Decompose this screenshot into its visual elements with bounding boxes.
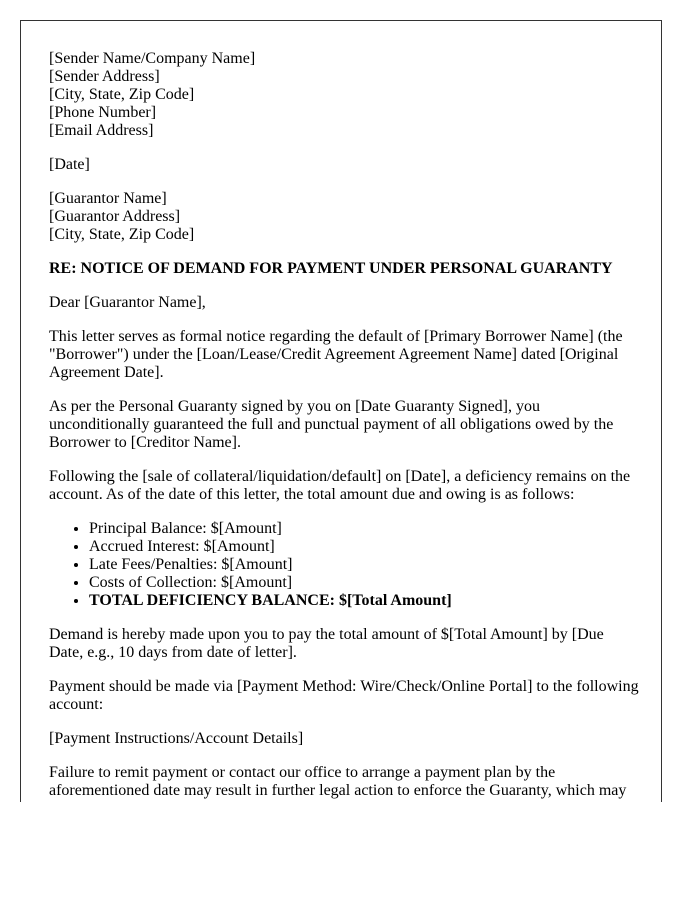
amounts-list [49,520,639,610]
paragraph-deficiency: Following the [sale of collateral/liquidation/default] on [Date], a deficiency remains on the account. As of the date of this letter, the total amount due and owing is as follows: [49,468,631,503]
letter-content [49,50,639,802]
paragraph-payment-instructions: [Payment Instructions/Account Details] [49,730,304,747]
amount-principal: • Principal Balance: $[Amount] [89,520,639,538]
guarantor-city-state-zip: [City, State, Zip Code] [49,226,195,243]
subject-line: RE: NOTICE OF DEMAND FOR PAYMENT UNDER PERSONAL GUARANTY [49,260,613,277]
paragraph-demand: Demand is hereby made upon you to pay the total amount of $[Total Amount] by [Due Date, e.g., 10 days from date of letter]. [49,626,604,661]
letter-page [20,20,662,802]
sender-name: [Sender Name/Company Name] [49,50,256,67]
letter-date: [Date] [49,156,90,173]
paragraph-guaranty: As per the Personal Guaranty signed by you on [Date Guaranty Signed], you unconditionally guaranteed the full and punctual payment of all obligations owed by the Borrower to [Creditor Name]. [49,398,614,451]
paragraph-intro: This letter serves as formal notice regarding the default of [Primary Borrower Name] (the "Borrower") under the [Loan/Lease/Credit Agreement Agreement Name] dated [Original Agreement Date]. [49,328,623,381]
amount-late-fees: • Late Fees/Penalties: $[Amount] [89,556,639,574]
sender-phone: [Phone Number] [49,104,157,121]
sender-city-state-zip: [City, State, Zip Code] [49,86,195,103]
guarantor-name: [Guarantor Name] [49,190,167,207]
sender-address: [Sender Address] [49,68,160,85]
sender-block [49,50,639,140]
date-block [49,156,639,174]
amount-collection-costs: • Costs of Collection: $[Amount] [89,574,639,592]
salutation: Dear [Guarantor Name], [49,294,206,311]
paragraph-payment-method: Payment should be made via [Payment Method: Wire/Check/Online Portal] to the following account: [49,678,639,713]
amount-interest: • Accrued Interest: $[Amount] [89,538,639,556]
paragraph-failure: Failure to remit payment or contact our office to arrange a payment plan by the aforementioned date may result in further legal action to enforce the Guaranty, which may [49,764,627,799]
recipient-block [49,190,639,244]
amount-total-deficiency: • TOTAL DEFICIENCY BALANCE: $[Total Amount] [89,592,639,610]
sender-email: [Email Address] [49,122,154,139]
guarantor-address: [Guarantor Address] [49,208,181,225]
